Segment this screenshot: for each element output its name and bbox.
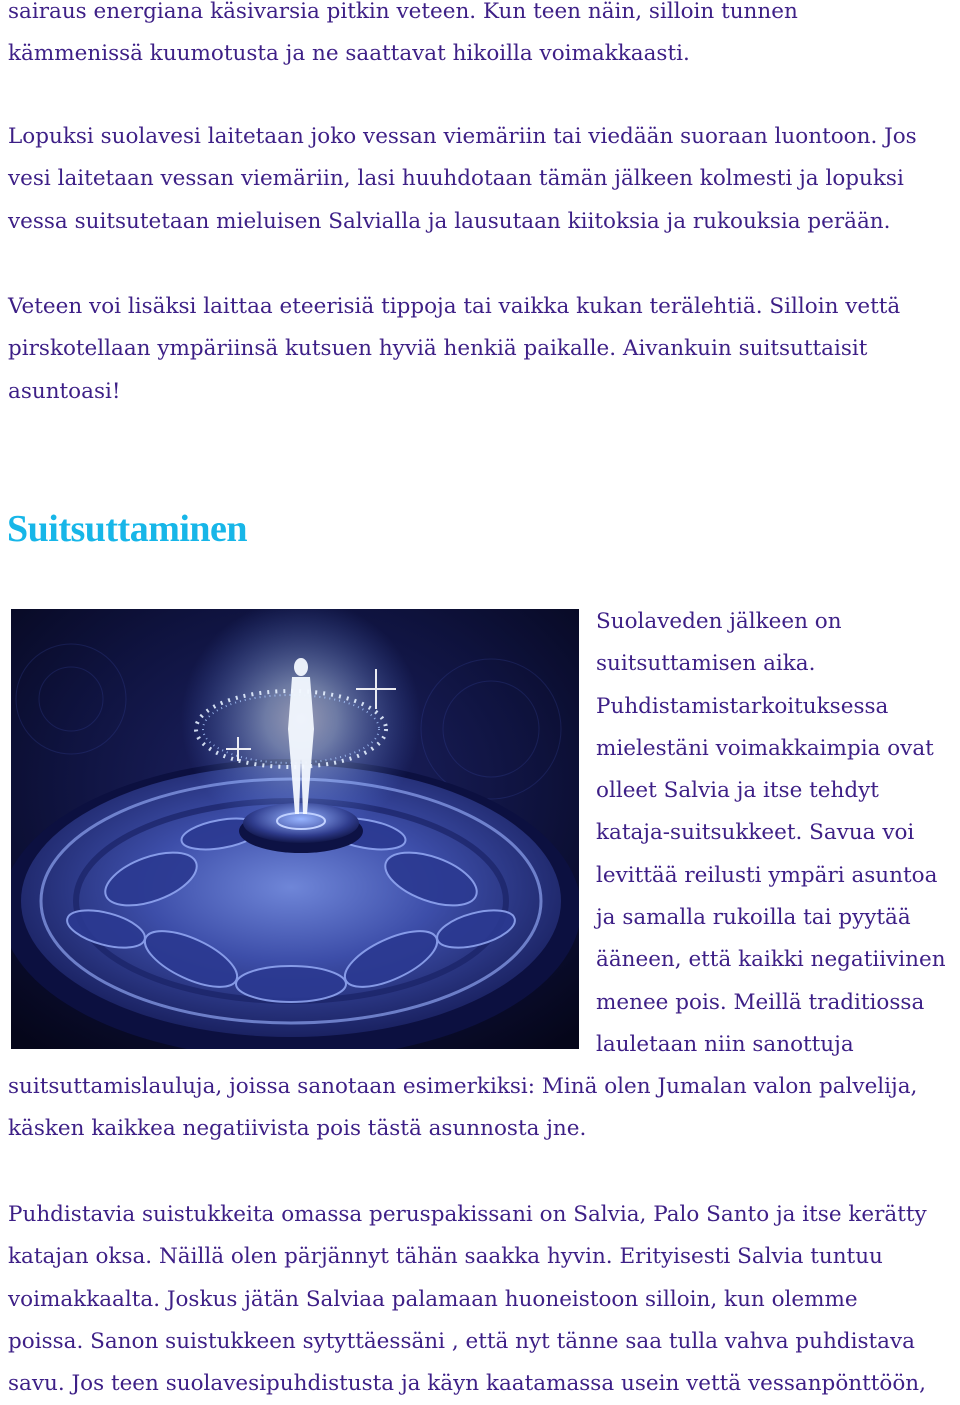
text-line: vessa suitsutetaan mieluisen Salvialla ja lausutaan kiitoksia ja rukouksia perään. xyxy=(8,208,891,234)
smudging-illustration xyxy=(11,609,579,1049)
text-line: käsken kaikkea negatiivista pois tästä asunnosta jne. xyxy=(8,1116,587,1142)
text-line: kataja-suitsukkeet. Savua voi xyxy=(596,820,915,846)
disposal-paragraph xyxy=(8,116,952,243)
text-line: olleet Salvia ja itse tehdyt xyxy=(596,778,879,804)
text-line: Puhdistamistarkoituksessa xyxy=(596,693,889,719)
intro-paragraph xyxy=(8,0,952,76)
text-line: Puhdistavia suistukkeita omassa peruspakissani on Salvia, Palo Santo ja itse kerätty xyxy=(8,1202,927,1227)
text-line: lauletaan niin sanottuja xyxy=(596,1031,854,1057)
text-line: poissa. Sanon suistukkeen sytyttäessäni , että nyt tänne saa tulla vahva puhdistava xyxy=(8,1328,915,1354)
text-line: levittää reilusti ympäri asuntoa xyxy=(596,862,938,888)
text-line: vesi laitetaan vessan viemäriin, lasi huuhdotaan tämän jälkeen kolmesti ja lopuksi xyxy=(8,166,904,192)
text-line: Veteen voi lisäksi laittaa eteerisiä tippoja tai vaikka kukan terälehtiä. Silloin vettä xyxy=(8,294,901,319)
cleansers-paragraph xyxy=(8,1194,952,1405)
text-line: suitsuttamislauluja, joissa sanotaan esimerkiksi: Minä olen Jumalan valon palvelija, xyxy=(8,1074,918,1099)
text-line: pirskotellaan ympäriinsä kutsuen hyviä henkiä paikalle. Aivankuin suitsuttaisit xyxy=(8,336,868,362)
text-line: voimakkaalta. Joskus jätän Salviaa palamaan huoneistoon silloin, kun olemme xyxy=(8,1286,858,1312)
text-line: kämmenissä kuumotusta ja ne saattavat hikoilla voimakkaasti. xyxy=(8,41,690,67)
text-line: Suolaveden jälkeen on xyxy=(596,609,842,634)
oils-paragraph xyxy=(8,286,952,413)
smudging-side-text xyxy=(596,601,956,1066)
smudging-full-text xyxy=(8,1066,952,1151)
text-line: ja samalla rukoilla tai pyytää xyxy=(596,905,911,931)
text-line: savu. Jos teen suolavesipuhdistusta ja käyn kaatamassa usein vettä vessanpönttöön, xyxy=(8,1371,926,1397)
text-line: Lopuksi suolavesi laitetaan joko vessan viemäriin tai viedään suoraan luontoon. Jos xyxy=(8,124,917,149)
section-heading: Suitsuttaminen xyxy=(7,508,248,550)
text-line: menee pois. Meillä traditiossa xyxy=(596,989,925,1015)
text-line: sairaus energiana käsivarsia pitkin veteen. Kun teen näin, silloin tunnen xyxy=(8,0,798,24)
text-line: asuntoasi! xyxy=(8,378,121,404)
text-line: katajan oksa. Näillä olen pärjännyt tähän saakka hyvin. Erityisesti Salvia tuntuu xyxy=(8,1244,883,1270)
text-line: mielestäni voimakkaimpia ovat xyxy=(596,735,934,761)
text-line: suitsuttamisen aika. xyxy=(596,651,816,677)
text-line: ääneen, että kaikki negatiivinen xyxy=(596,947,946,973)
